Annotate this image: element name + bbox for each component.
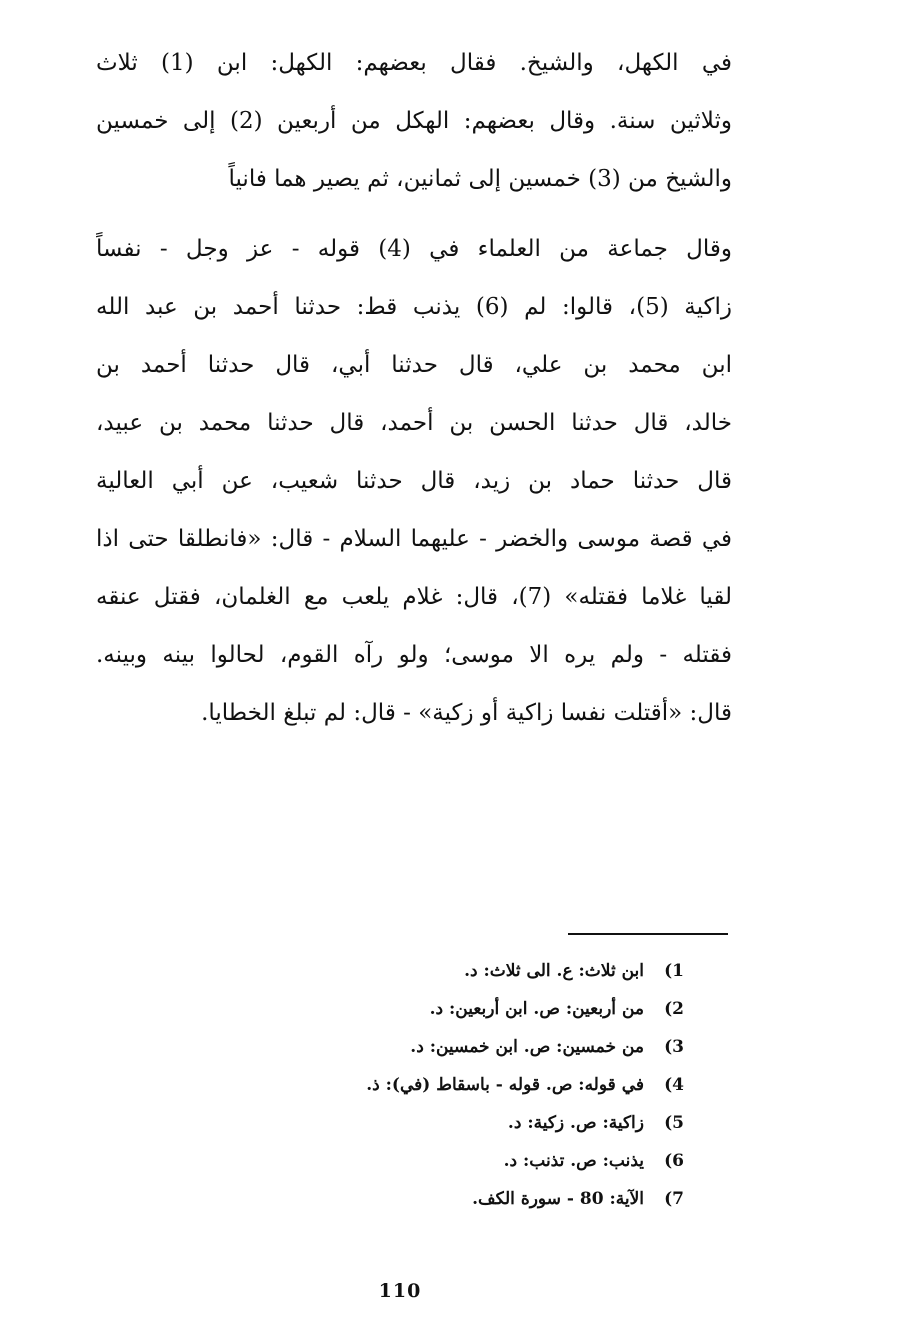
text-line: قال: «أقتلت نفسا زاكية أو زكية» - قال: لم تبلغ الخطايا. xyxy=(201,700,732,726)
footnote-item xyxy=(200,1180,684,1218)
footnote-number: 4) xyxy=(664,1075,684,1095)
text-line: ابن محمد بن علي، قال حدثنا أبي، قال حدثنا أحمد بن xyxy=(96,352,732,378)
footnotes-list xyxy=(200,952,684,1218)
footnote-item xyxy=(200,1028,684,1066)
footnote-number: 6) xyxy=(664,1151,684,1171)
footnote-number: 5) xyxy=(664,1113,684,1133)
text-line: والشيخ من (3) خمسين إلى ثمانين، ثم يصير هما فانياً xyxy=(228,166,732,192)
footnote-text: ابن ثلاث: ع. الى ثلاث: د. xyxy=(464,961,644,981)
footnote-item xyxy=(200,990,684,1028)
footnote-number: 7) xyxy=(664,1189,684,1209)
text-line: خالد، قال حدثنا الحسن بن أحمد، قال حدثنا محمد بن عبيد، xyxy=(96,410,732,436)
footnote-text: زاكية: ص. زكية: د. xyxy=(507,1113,644,1133)
footnote-text: من خمسين: ص. ابن خمسين: د. xyxy=(410,1037,644,1057)
footnote-text: في قوله: ص. قوله - باسقاط (في): ذ. xyxy=(366,1075,644,1095)
footnote-number: 2) xyxy=(664,999,684,1019)
text-line: وقال جماعة من العلماء في (4) قوله - عز وجل - نفساً xyxy=(96,236,732,262)
text-line: في الكهل، والشيخ. فقال بعضهم: الكهل: ابن (1) ثلاث xyxy=(96,50,732,76)
text-line: وثلاثين سنة. وقال بعضهم: الهكل من أربعين (2) إلى خمسين xyxy=(96,108,732,134)
footnote-item xyxy=(200,952,684,990)
footnote-number: 1) xyxy=(664,961,684,981)
text-line: لقيا غلاما فقتله» (7)، قال: غلام يلعب مع الغلمان، فقتل عنقه xyxy=(96,584,732,610)
footnote-text: يذنب: ص. تذنب: د. xyxy=(503,1151,644,1171)
text-line: قال حدثنا حماد بن زيد، قال حدثنا شعيب، عن أبي العالية xyxy=(96,468,732,494)
footnote-text: الآية: 80 - سورة الكف. xyxy=(472,1189,644,1209)
text-line: في قصة موسى والخضر - عليهما السلام - قال: «فانطلقا حتى اذا xyxy=(96,526,732,552)
footnote-number: 3) xyxy=(664,1037,684,1057)
footnote-text: من أربعين: ص. ابن أربعين: د. xyxy=(429,999,644,1019)
page-number: 110 xyxy=(378,1280,422,1302)
paragraph-1 xyxy=(96,34,732,208)
footnote-separator xyxy=(568,933,728,935)
footnote-item xyxy=(200,1142,684,1180)
footnote-item xyxy=(200,1104,684,1142)
text-line: فقتله - ولم يره الا موسى؛ ولو رآه القوم، لحالوا بينه وبينه. xyxy=(96,642,732,668)
text-line: زاكية (5)، قالوا: لم (6) يذنب قط: حدثنا أحمد بن عبد الله xyxy=(96,294,732,320)
footnote-item xyxy=(200,1066,684,1104)
paragraph-2 xyxy=(96,220,732,742)
